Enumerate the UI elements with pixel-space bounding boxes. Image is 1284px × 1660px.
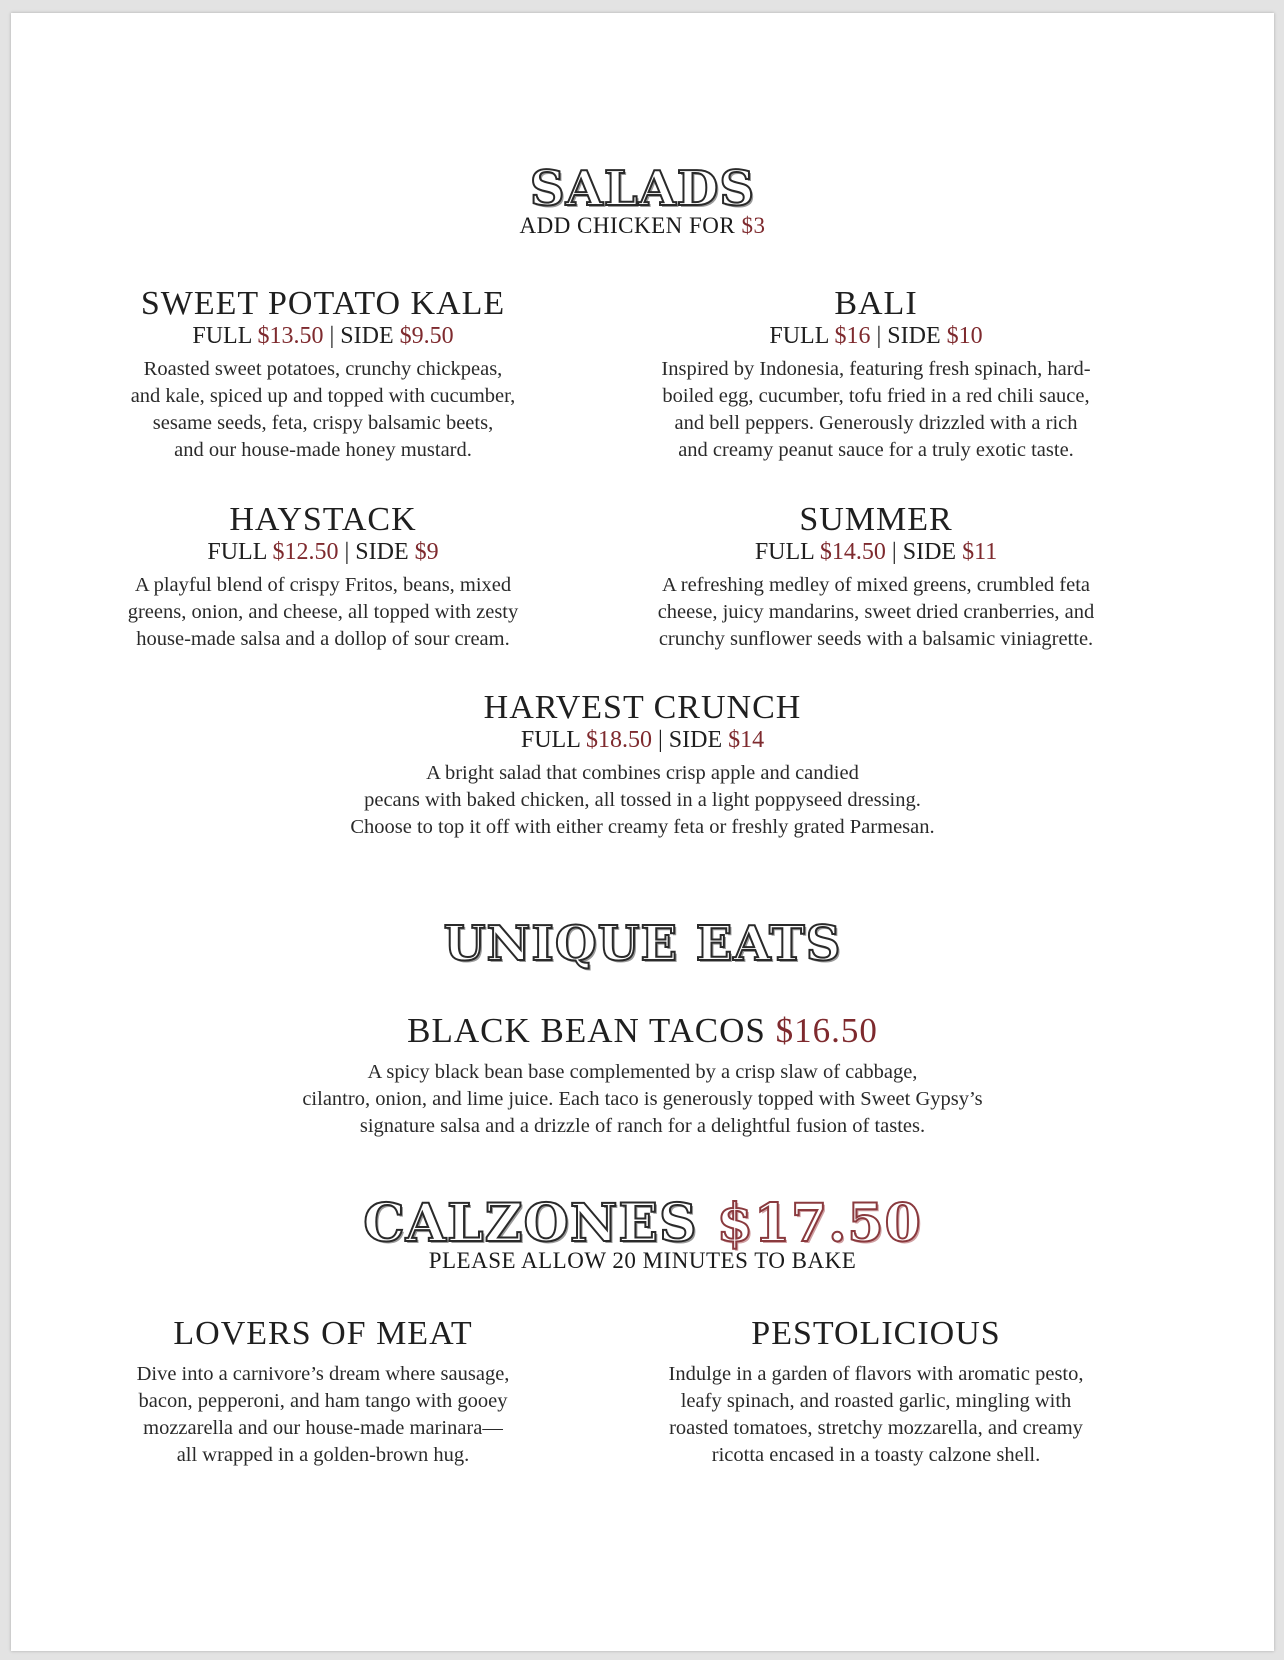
side-label: SIDE <box>340 323 394 349</box>
item-name: LOVERS OF MEAT <box>173 1315 473 1352</box>
item-description: Indulge in a garden of flavors with aromatic pesto, leafy spinach, and roasted garlic, mingling with roasted tomatoes, stretchy mozzarella, and creamy ricotta encased in a toasty calzone shell. <box>668 1363 1084 1466</box>
full-price: $18.50 <box>585 727 652 753</box>
item-name: SWEET POTATO KALE <box>140 285 506 322</box>
side-price: $14 <box>728 727 765 753</box>
price-line: FULL $12.50 | SIDE $9 <box>207 539 439 565</box>
full-price: $16 <box>834 323 871 349</box>
calzones-price: $17.50 <box>716 1193 922 1254</box>
side-price: $9.50 <box>399 323 454 349</box>
item-name: SUMMER <box>799 501 953 538</box>
item-description: Roasted sweet potatoes, crunchy chickpeas, and kale, spiced up and topped with cucumber, sesame seeds, feta, crispy balsamic beets, and our house-made honey mustard. <box>130 358 516 461</box>
full-label: FULL <box>192 323 252 349</box>
full-label: FULL <box>520 727 580 753</box>
item-name: BALI <box>834 285 918 322</box>
salad-item-summer <box>631 501 1121 653</box>
side-price: $11 <box>962 539 998 565</box>
side-label: SIDE <box>887 323 941 349</box>
full-label: FULL <box>207 539 267 565</box>
unique-eats-title: UNIQUE EATS <box>443 916 842 972</box>
calzones-section-header <box>11 1193 1274 1274</box>
salads-title: SALADS <box>529 161 756 217</box>
salad-item-sweet-potato-kale <box>83 285 563 464</box>
side-price: $9 <box>414 539 439 565</box>
calzones-title: CALZONES <box>363 1193 698 1254</box>
side-label: SIDE <box>355 539 409 565</box>
menu-page <box>11 13 1274 1651</box>
salad-item-haystack <box>83 501 563 653</box>
item-description: A playful blend of crispy Fritos, beans, mixed greens, onion, and cheese, all topped with zesty house-made salsa and a dollop of sour cream. <box>127 574 519 650</box>
item-price: $16.50 <box>775 1011 878 1050</box>
full-label: FULL <box>754 539 814 565</box>
full-price: $12.50 <box>272 539 339 565</box>
price-line: FULL $13.50 | SIDE $9.50 <box>192 323 454 349</box>
add-chicken-label: ADD CHICKEN FOR <box>519 213 736 238</box>
side-label: SIDE <box>902 539 957 565</box>
unique-item-black-bean-tacos <box>11 1011 1274 1140</box>
calzones-bake-note: PLEASE ALLOW 20 MINUTES TO BAKE <box>428 1248 857 1273</box>
add-chicken-price: $3 <box>741 213 766 238</box>
item-name: BLACK BEAN TACOS <box>407 1011 766 1050</box>
side-price: $10 <box>946 323 983 349</box>
item-description: A refreshing medley of mixed greens, crumbled feta cheese, juicy mandarins, sweet dried cranberries, and crunchy sunflower seeds with a balsamic viniagrette. <box>657 574 1095 650</box>
item-description: A spicy black bean base complemented by a crisp slaw of cabbage, cilantro, onion, and lime juice. Each taco is generously topped with Sweet Gypsy’s signature salsa and a drizzle of ranch for a delightful fusion of tastes. <box>302 1061 983 1137</box>
salads-section-header <box>11 161 1274 239</box>
full-price: $13.50 <box>257 323 324 349</box>
calzone-item-lovers-of-meat <box>83 1315 563 1469</box>
item-name: HARVEST CRUNCH <box>483 689 802 726</box>
unique-eats-section-header <box>11 916 1274 972</box>
full-label: FULL <box>769 323 829 349</box>
side-label: SIDE <box>668 727 723 753</box>
item-name: HAYSTACK <box>229 501 417 538</box>
add-chicken-note <box>11 213 1274 239</box>
item-name: PESTOLICIOUS <box>751 1315 1001 1352</box>
price-line: FULL $18.50 | SIDE $14 <box>520 727 765 753</box>
salad-item-bali <box>631 285 1121 464</box>
price-line: FULL $16 | SIDE $10 <box>769 323 983 349</box>
price-line: FULL $14.50 | SIDE $11 <box>754 539 998 565</box>
item-description: A bright salad that combines crisp apple and candied pecans with baked chicken, all tossed in a light poppyseed dressing. Choose to top it off with either creamy feta or freshly grated Parmesan. <box>350 762 935 838</box>
item-description: Dive into a carnivore’s dream where sausage, bacon, pepperoni, and ham tango with gooey mozzarella and our house-made marinara— all wrapped in a golden-brown hug. <box>136 1363 510 1466</box>
full-price: $14.50 <box>819 539 886 565</box>
calzones-title-line <box>11 1193 1274 1254</box>
salad-item-harvest-crunch <box>11 689 1274 841</box>
calzone-item-pestolicious <box>631 1315 1121 1469</box>
item-name-line <box>11 1011 1274 1051</box>
item-description: Inspired by Indonesia, featuring fresh spinach, hard- boiled egg, cucumber, tofu fried in a red chili sauce, and bell peppers. Generously drizzled with a rich and creamy peanut sauce for a truly exotic taste. <box>661 358 1091 461</box>
